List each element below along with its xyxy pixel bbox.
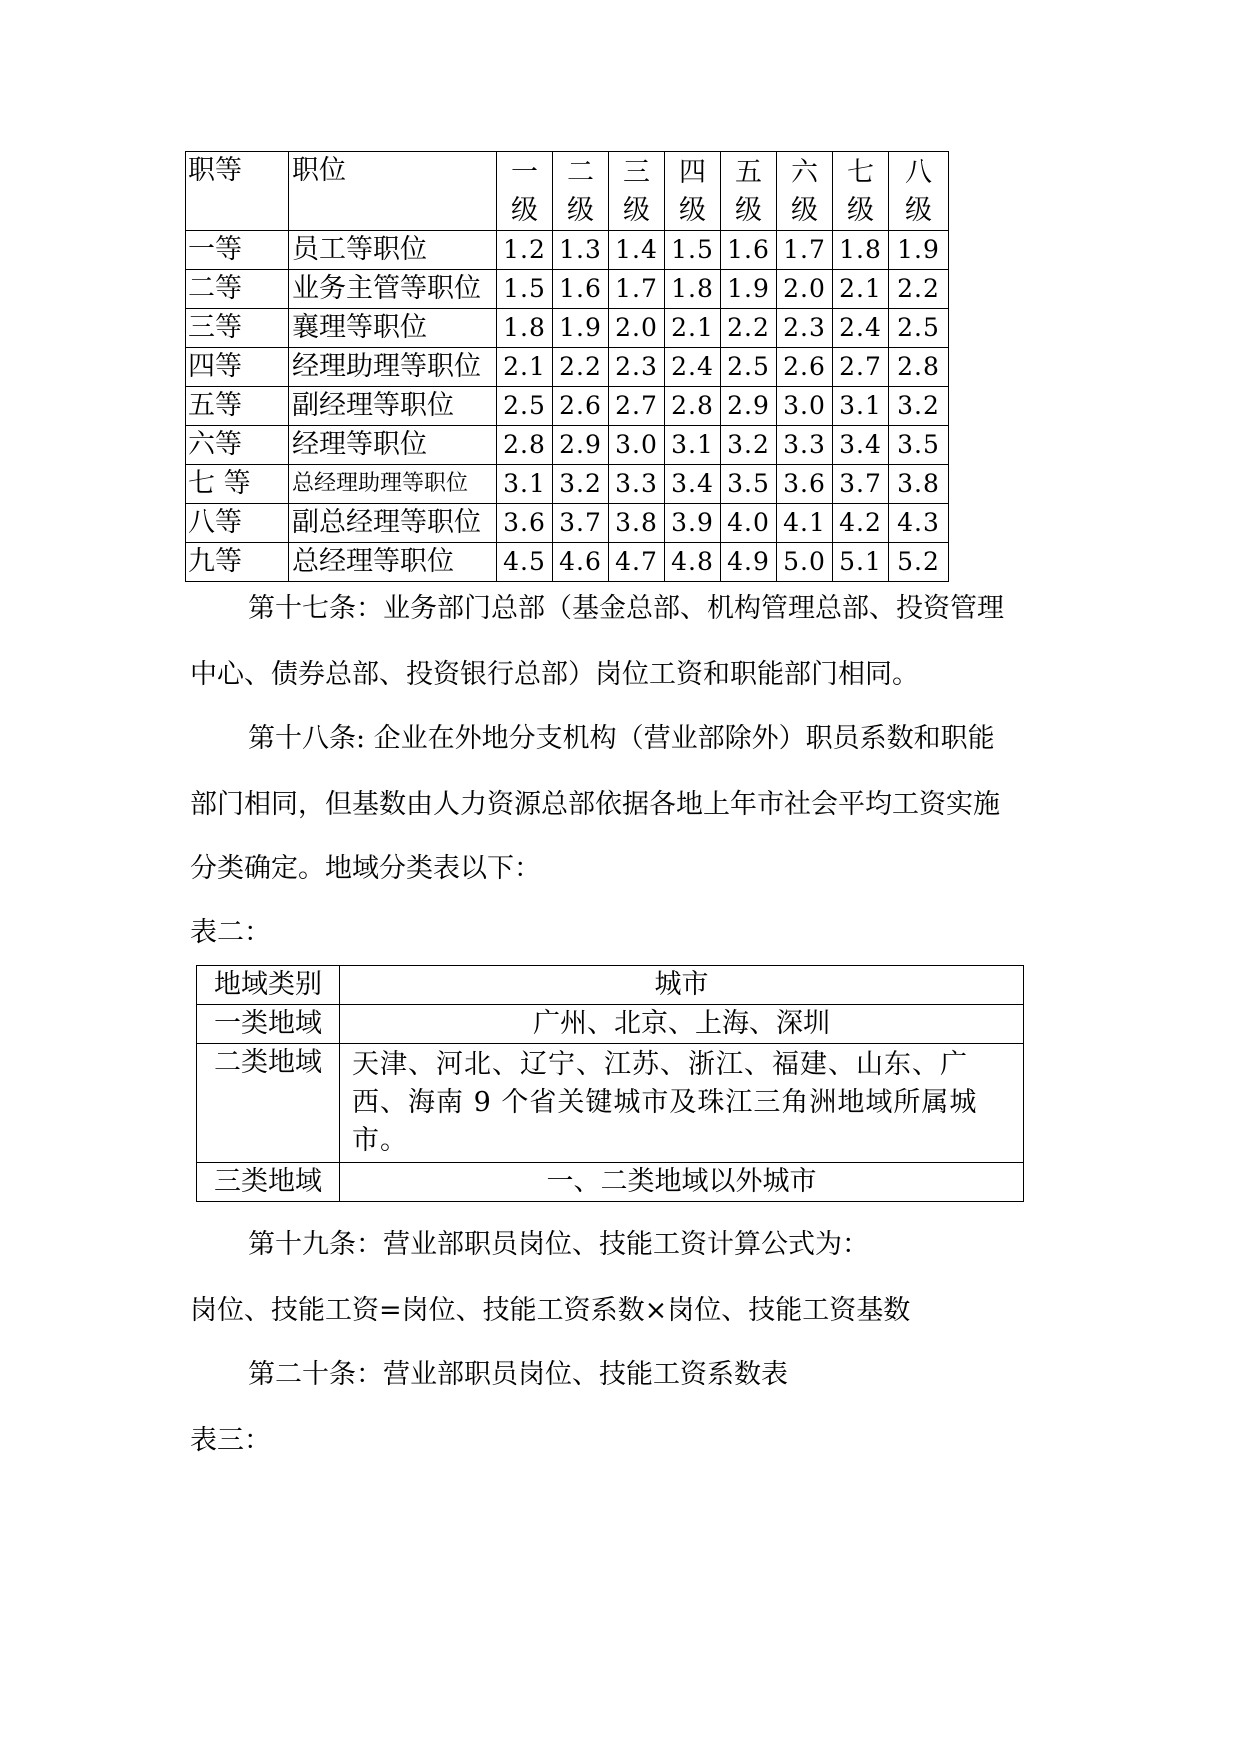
article-18-line-2: 部门相同，但基数由人力资源总部依据各地上年市社会平均工资实施: [190, 789, 1000, 820]
article-18-line-1: 第十八条: 企业在外地分支机构（营业部除外）职员系数和职能: [248, 723, 995, 754]
value-cell: 3.8: [889, 465, 949, 504]
header-level: 七 级: [833, 152, 889, 231]
position-cell: 副总经理等职位: [289, 504, 497, 543]
value-cell: 2.1: [665, 309, 721, 348]
grade-cell: 三等: [186, 309, 289, 348]
table-row: [197, 1163, 1024, 1202]
article-19-line-1: 第十九条：营业部职员岗位、技能工资计算公式为：: [248, 1229, 869, 1260]
value-cell: 1.6: [553, 270, 609, 309]
grade-cell: 四等: [186, 348, 289, 387]
header-city: 城市: [340, 966, 1024, 1005]
value-cell: 2.0: [609, 309, 665, 348]
table-header-row: [197, 966, 1024, 1005]
category-cell: 三类地域: [197, 1163, 340, 1202]
value-cell: 3.9: [665, 504, 721, 543]
header-grade: 职等: [186, 152, 289, 231]
value-cell: 1.4: [609, 231, 665, 270]
value-cell: 1.9: [889, 231, 949, 270]
position-cell: 经理助理等职位: [289, 348, 497, 387]
value-cell: 2.6: [553, 387, 609, 426]
value-cell: 2.7: [609, 387, 665, 426]
value-cell: 2.8: [665, 387, 721, 426]
value-cell: 3.1: [833, 387, 889, 426]
position-cell: 员工等职位: [289, 231, 497, 270]
position-cell: 总经理等职位: [289, 543, 497, 582]
value-cell: 3.5: [889, 426, 949, 465]
grade-cell: 九等: [186, 543, 289, 582]
article-17-line-2: 中心、债券总部、投资银行总部）岗位工资和职能部门相同。: [190, 659, 919, 690]
value-cell: 4.1: [777, 504, 833, 543]
value-cell: 1.9: [721, 270, 777, 309]
article-20-line-1: 第二十条：营业部职员岗位、技能工资系数表: [248, 1359, 788, 1390]
table-row: [186, 309, 949, 348]
value-cell: 3.5: [721, 465, 777, 504]
header-level: 六 级: [777, 152, 833, 231]
grade-cell: 六等: [186, 426, 289, 465]
value-cell: 2.8: [889, 348, 949, 387]
value-cell: 3.6: [497, 504, 553, 543]
value-cell: 3.4: [665, 465, 721, 504]
position-cell: 业务主管等职位: [289, 270, 497, 309]
value-cell: 2.3: [609, 348, 665, 387]
grade-cell: 八等: [186, 504, 289, 543]
value-cell: 1.3: [553, 231, 609, 270]
category-cell: 二类地域: [197, 1044, 340, 1163]
value-cell: 1.6: [721, 231, 777, 270]
article-17-line-1: 第十七条：业务部门总部（基金总部、机构管理总部、投资管理: [248, 593, 1004, 624]
value-cell: 4.8: [665, 543, 721, 582]
value-cell: 3.0: [609, 426, 665, 465]
value-cell: 3.7: [833, 465, 889, 504]
value-cell: 3.3: [609, 465, 665, 504]
table-row: [186, 270, 949, 309]
value-cell: 1.5: [665, 231, 721, 270]
table-row: [186, 504, 949, 543]
value-cell: 4.3: [889, 504, 949, 543]
value-cell: 5.2: [889, 543, 949, 582]
value-cell: 3.1: [665, 426, 721, 465]
value-cell: 2.5: [497, 387, 553, 426]
value-cell: 2.9: [721, 387, 777, 426]
header-position: 职位: [289, 152, 497, 231]
value-cell: 2.5: [721, 348, 777, 387]
value-cell: 2.0: [777, 270, 833, 309]
header-level: 四 级: [665, 152, 721, 231]
region-table: [196, 965, 1024, 1202]
position-cell: 襄理等职位: [289, 309, 497, 348]
value-cell: 2.2: [889, 270, 949, 309]
city-cell: 天津、河北、辽宁、江苏、浙江、福建、山东、广西、海南 9 个省关键城市及珠江三角洲地域所属城市。: [340, 1044, 1024, 1163]
value-cell: 2.1: [833, 270, 889, 309]
value-cell: 5.0: [777, 543, 833, 582]
value-cell: 1.9: [553, 309, 609, 348]
position-cell: 副经理等职位: [289, 387, 497, 426]
table3-caption: 表三：: [190, 1425, 271, 1456]
header-level: 八 级: [889, 152, 949, 231]
table-row: [186, 426, 949, 465]
grade-cell: 二等: [186, 270, 289, 309]
table-row: [197, 1044, 1024, 1163]
value-cell: 2.7: [833, 348, 889, 387]
header-level: 三 级: [609, 152, 665, 231]
position-cell: 经理等职位: [289, 426, 497, 465]
value-cell: 2.6: [777, 348, 833, 387]
grade-cell: 七 等: [186, 465, 289, 504]
value-cell: 4.2: [833, 504, 889, 543]
table-header-row: [186, 152, 949, 231]
value-cell: 3.2: [553, 465, 609, 504]
value-cell: 3.6: [777, 465, 833, 504]
header-category: 地域类别: [197, 966, 340, 1005]
table-row: [186, 231, 949, 270]
value-cell: 2.9: [553, 426, 609, 465]
value-cell: 4.9: [721, 543, 777, 582]
value-cell: 1.8: [833, 231, 889, 270]
value-cell: 2.1: [497, 348, 553, 387]
table-row: [197, 1005, 1024, 1044]
value-cell: 4.0: [721, 504, 777, 543]
table2-caption: 表二：: [190, 917, 271, 948]
position-cell: 总经理助理等职位: [289, 465, 497, 504]
table-row: [186, 465, 949, 504]
value-cell: 3.7: [553, 504, 609, 543]
value-cell: 4.7: [609, 543, 665, 582]
header-level: 五 级: [721, 152, 777, 231]
header-level: 一 级: [497, 152, 553, 231]
value-cell: 4.5: [497, 543, 553, 582]
article-18-line-3: 分类确定。地域分类表以下：: [190, 853, 541, 884]
value-cell: 1.7: [609, 270, 665, 309]
value-cell: 1.2: [497, 231, 553, 270]
value-cell: 3.3: [777, 426, 833, 465]
category-cell: 一类地域: [197, 1005, 340, 1044]
table-row: [186, 387, 949, 426]
value-cell: 3.0: [777, 387, 833, 426]
value-cell: 2.4: [833, 309, 889, 348]
value-cell: 3.2: [721, 426, 777, 465]
value-cell: 3.8: [609, 504, 665, 543]
value-cell: 4.6: [553, 543, 609, 582]
value-cell: 3.1: [497, 465, 553, 504]
value-cell: 2.5: [889, 309, 949, 348]
table-row: [186, 348, 949, 387]
value-cell: 3.2: [889, 387, 949, 426]
coefficient-table: [185, 151, 949, 582]
value-cell: 2.2: [553, 348, 609, 387]
city-cell: 一、二类地域以外城市: [340, 1163, 1024, 1202]
formula-line: 岗位、技能工资=岗位、技能工资系数×岗位、技能工资基数: [190, 1295, 911, 1326]
value-cell: 3.4: [833, 426, 889, 465]
header-level: 二 级: [553, 152, 609, 231]
value-cell: 1.8: [665, 270, 721, 309]
value-cell: 2.2: [721, 309, 777, 348]
value-cell: 1.5: [497, 270, 553, 309]
grade-cell: 一等: [186, 231, 289, 270]
value-cell: 2.8: [497, 426, 553, 465]
value-cell: 1.8: [497, 309, 553, 348]
value-cell: 2.4: [665, 348, 721, 387]
value-cell: 2.3: [777, 309, 833, 348]
value-cell: 5.1: [833, 543, 889, 582]
value-cell: 1.7: [777, 231, 833, 270]
grade-cell: 五等: [186, 387, 289, 426]
city-cell: 广州、北京、上海、深圳: [340, 1005, 1024, 1044]
